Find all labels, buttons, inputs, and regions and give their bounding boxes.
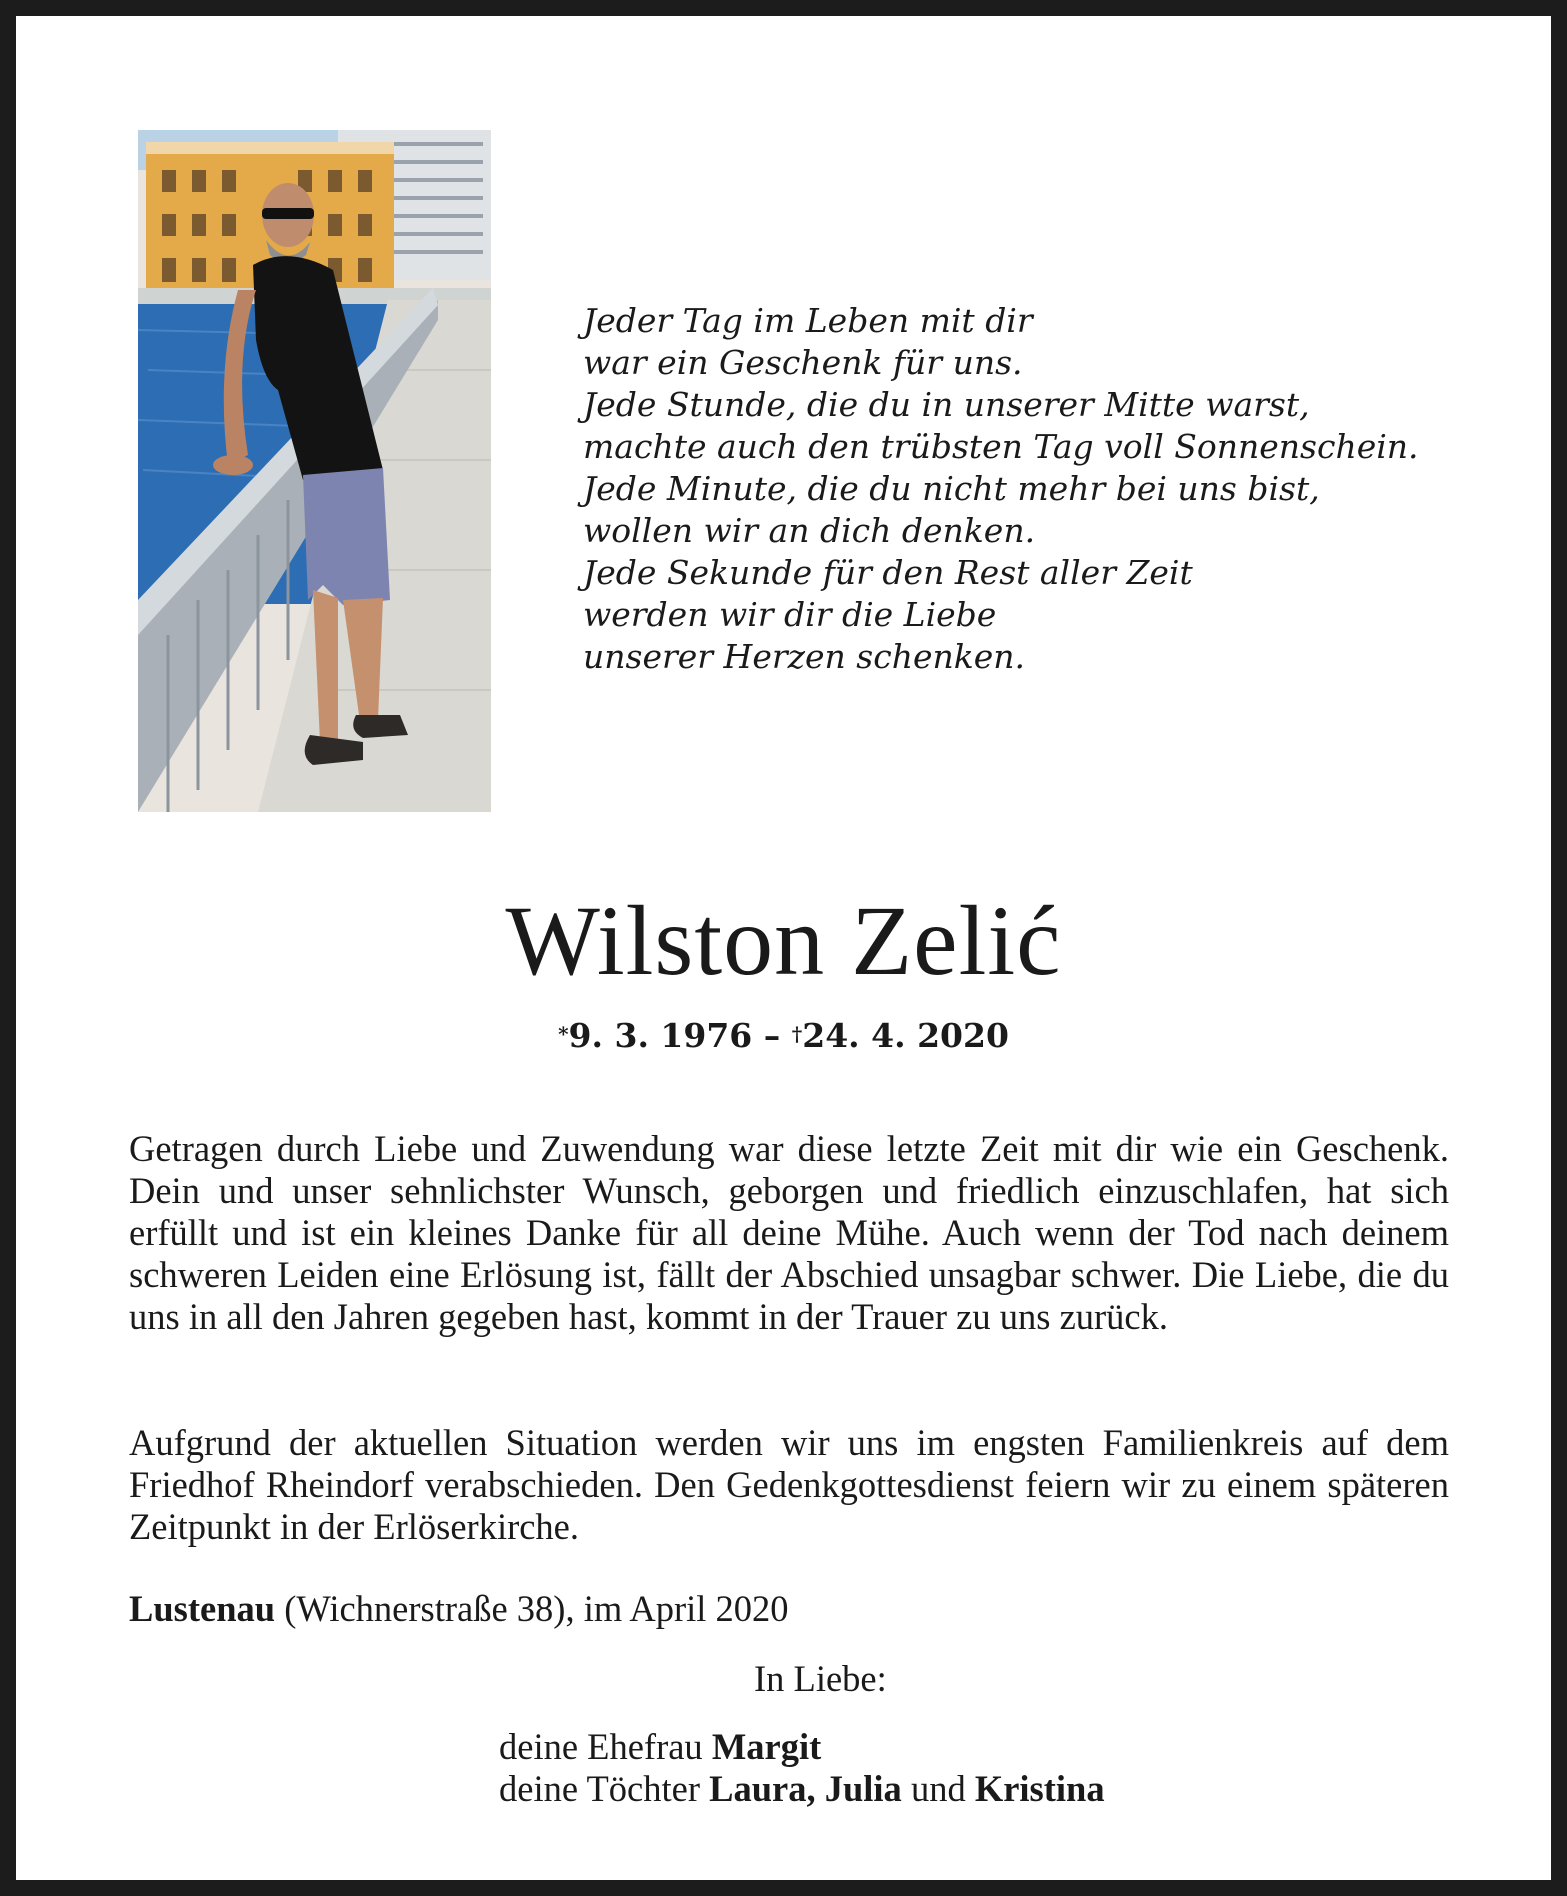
poem-line: wollen wir an dich denken. bbox=[583, 511, 1036, 550]
poem-line: war ein Geschenk für uns. bbox=[583, 343, 1023, 382]
daughters-names: Laura, Julia bbox=[709, 1768, 902, 1809]
poem-line: werden wir dir die Liebe bbox=[583, 595, 997, 634]
birth-symbol: * bbox=[558, 1022, 569, 1046]
and-word: und bbox=[901, 1768, 975, 1809]
address-date: (Wichnerstraße 38), im April 2020 bbox=[275, 1588, 789, 1629]
signature-line-wife bbox=[499, 1726, 1105, 1768]
place-and-date bbox=[129, 1588, 789, 1630]
paragraph-farewell: Getragen durch Liebe und Zuwendung war diese letzte Zeit mit dir wie ein Geschenk. Dein und unser sehnlichster Wunsch, geborgen und friedlich einzuschlafen, hat sich erfüllt und ist ein kleines Danke für all deine Mühe. Auch wenn der Tod nach deinem schweren Leiden eine Erlösung ist, fällt der Abschied unsagbar schwer. Die Liebe, die du uns in all den Jahren gegeben hast, kommt in der Trauer zu uns zurück. bbox=[129, 1128, 1449, 1337]
poem-line: Jeder Tag im Leben mit dir bbox=[583, 301, 1033, 340]
death-date: 24. 4. 2020 bbox=[802, 1016, 1009, 1055]
signoff-intro: In Liebe: bbox=[754, 1658, 887, 1699]
poem-line: Jede Stunde, die du in unserer Mitte warst, bbox=[583, 385, 1310, 424]
wife-name: Margit bbox=[711, 1726, 822, 1767]
daughters-prefix: deine Töchter bbox=[499, 1768, 710, 1809]
signature-line-daughters bbox=[499, 1768, 1105, 1810]
poem-line: machte auch den trübsten Tag voll Sonnenschein. bbox=[583, 427, 1419, 466]
paragraph-funeral-info: Aufgrund der aktuellen Situation werden wir uns im engsten Familienkreis auf dem Friedhof Rheindorf verabschieden. Den Gedenkgottesdienst feiern wir zu einem späteren Zeitpunkt in der Erlöserkirche. bbox=[129, 1422, 1449, 1547]
date-separator: – bbox=[752, 1016, 792, 1055]
poem-line: Jede Minute, die du nicht mehr bei uns bist, bbox=[583, 469, 1320, 508]
life-dates bbox=[16, 1016, 1551, 1056]
daughter-name-last: Kristina bbox=[974, 1768, 1105, 1809]
poem bbox=[583, 300, 1419, 678]
poem-line: Jede Sekunde für den Rest aller Zeit bbox=[583, 553, 1193, 592]
town: Lustenau bbox=[129, 1588, 276, 1629]
death-symbol: † bbox=[791, 1022, 803, 1046]
portrait-photo bbox=[138, 130, 491, 812]
poem-line: unserer Herzen schenken. bbox=[583, 637, 1026, 676]
deceased-name: Wilston Zelić bbox=[505, 885, 1062, 996]
obituary-page bbox=[16, 16, 1551, 1880]
birth-date: 9. 3. 1976 bbox=[568, 1016, 753, 1055]
family-signatures bbox=[499, 1726, 1105, 1810]
wife-prefix: deine Ehefrau bbox=[499, 1726, 712, 1767]
